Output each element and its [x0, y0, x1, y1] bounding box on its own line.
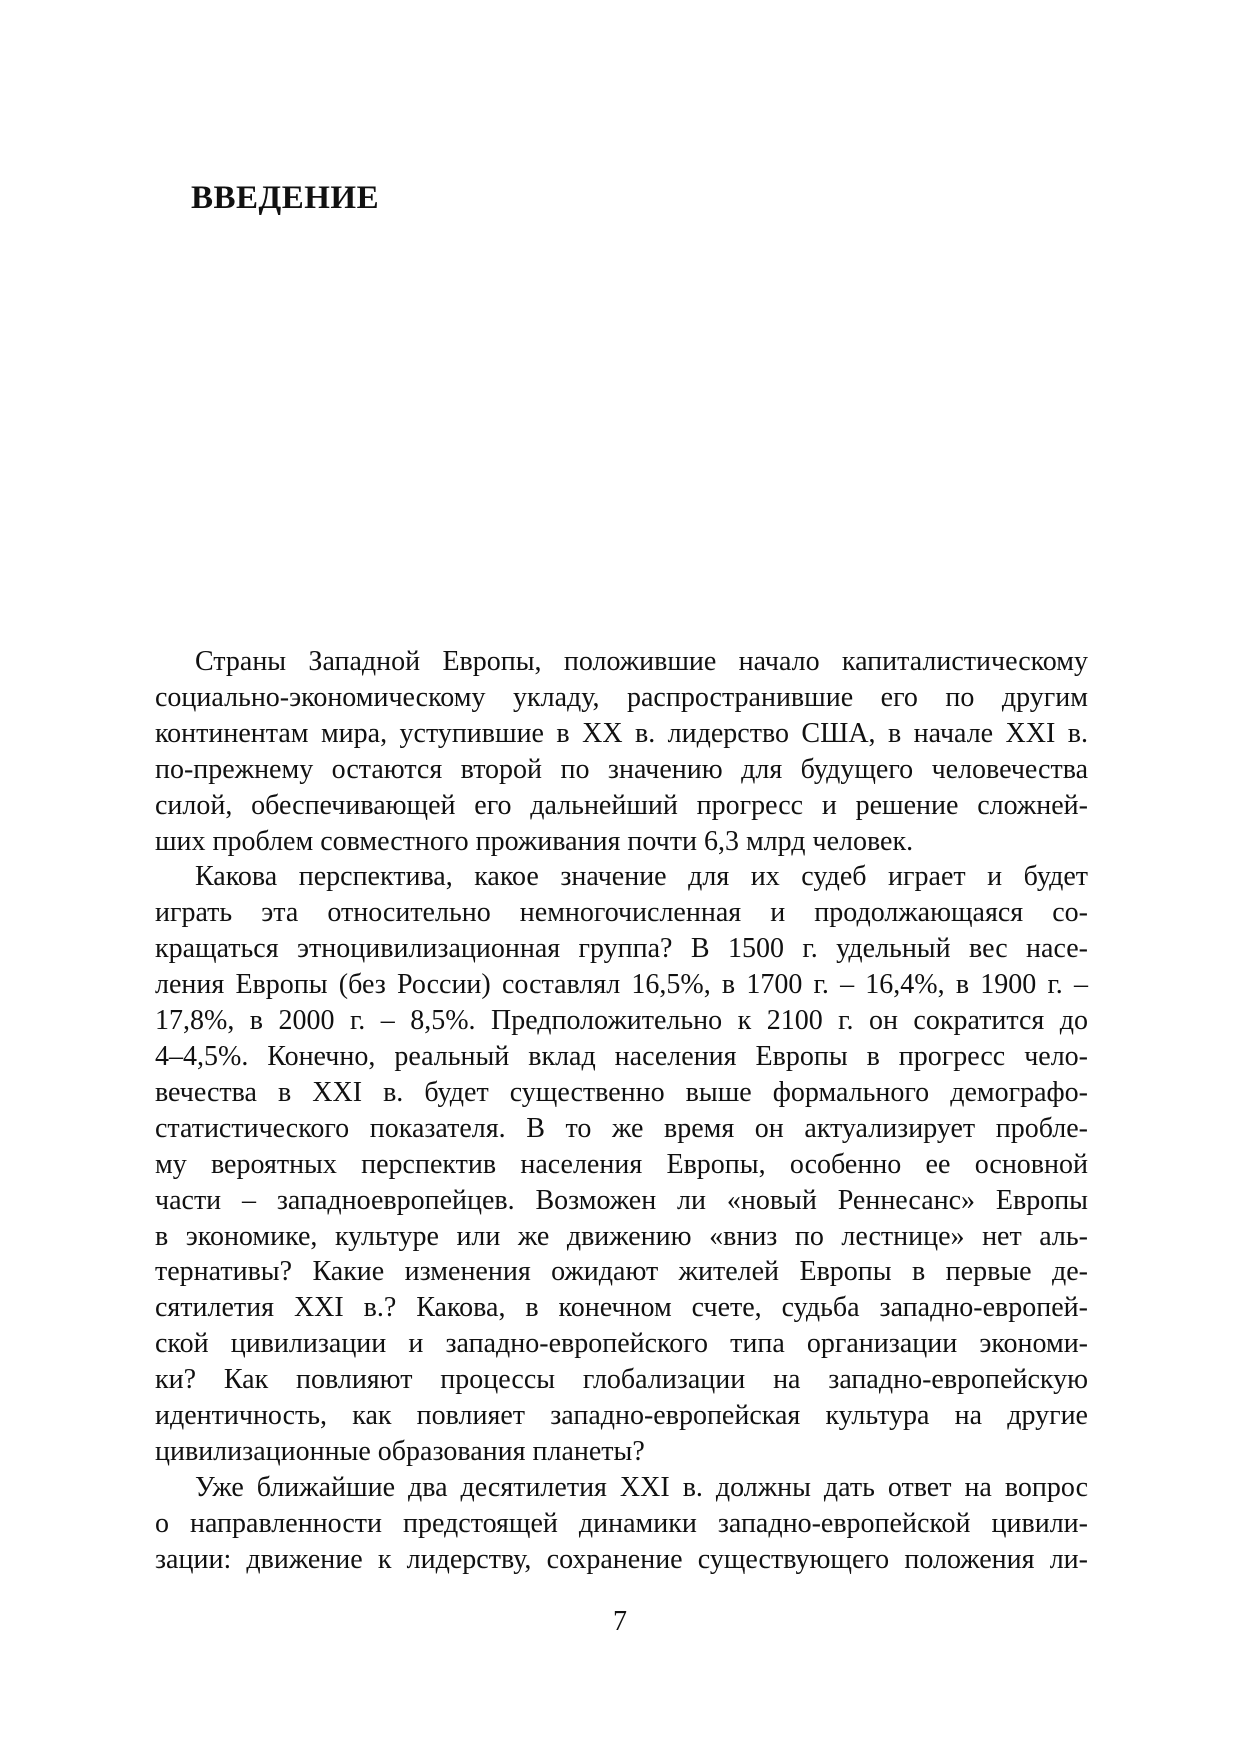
text-line: силой, обеспечивающей его дальнейший прогресс и решение сложней- — [155, 789, 1088, 821]
paragraph-2 — [155, 859, 1088, 1469]
text-line: сятилетия XXI в.? Какова, в конечном счете, судьба западно-европей- — [155, 1292, 1088, 1324]
text-line: зации: движение к лидерству, сохранение существующего положения ли- — [155, 1543, 1088, 1575]
text-line: Уже ближайшие два десятилетия XXI в. должны дать ответ на вопрос — [195, 1471, 1088, 1503]
text-line: идентичность, как повлияет западно-европейская культура на другие — [155, 1400, 1088, 1432]
text-line: Какова перспектива, какое значение для их судеб играет и будет — [195, 861, 1088, 893]
text-line: континентам мира, уступившие в XX в. лидерство США, в начале XXI в. — [155, 717, 1088, 749]
paragraph-1 — [155, 644, 1088, 859]
body-text — [155, 644, 1088, 1578]
text-line: ки? Как повлияют процессы глобализации на западно-европейскую — [155, 1364, 1088, 1396]
text-line: Страны Западной Европы, положившие начало капиталистическому — [195, 646, 1088, 677]
text-line: ших проблем совместного проживания почти 6,3 млрд человек. — [155, 825, 914, 857]
text-line: социально-экономическому укладу, распространившие его по другим — [155, 681, 1088, 713]
text-line: тернативы? Какие изменения ожидают жителей Европы в первые де- — [155, 1256, 1088, 1288]
page-number: 7 — [613, 1606, 627, 1637]
text-line: 4–4,5%. Конечно, реальный вклад населения Европы в прогресс чело- — [155, 1040, 1088, 1072]
text-line: му вероятных перспектив населения Европы, особенно ее основной — [155, 1148, 1088, 1180]
paragraph-3 — [155, 1470, 1088, 1578]
text-line: 17,8%, в 2000 г. – 8,5%. Предположительно к 2100 г. он сократится до — [155, 1005, 1088, 1037]
text-line: в экономике, культуре или же движению «вниз по лестнице» нет аль- — [155, 1220, 1088, 1252]
text-line: цивилизационные образования планеты? — [155, 1435, 645, 1467]
text-line: ления Европы (без России) составлял 16,5%, в 1700 г. – 16,4%, в 1900 г. – — [155, 969, 1088, 1001]
chapter-heading: ВВЕДЕНИЕ — [191, 180, 380, 216]
text-line: о направленности предстоящей динамики западно-европейской цивили- — [155, 1507, 1088, 1539]
text-line: вечества в XXI в. будет существенно выше формального демографо- — [155, 1076, 1088, 1108]
text-line: по-прежнему остаются второй по значению для будущего человечества — [155, 753, 1088, 785]
text-line: статистического показателя. В то же время он актуализирует пробле- — [155, 1112, 1088, 1144]
text-line: ской цивилизации и западно-европейского типа организации экономи- — [155, 1328, 1088, 1360]
text-line: части – западноевропейцев. Возможен ли «новый Реннесанс» Европы — [155, 1184, 1088, 1216]
text-line: кращаться этноцивилизационная группа? В 1500 г. удельный вес насе- — [155, 933, 1088, 965]
text-line: играть эта относительно немногочисленная и продолжающаяся со- — [155, 897, 1088, 929]
